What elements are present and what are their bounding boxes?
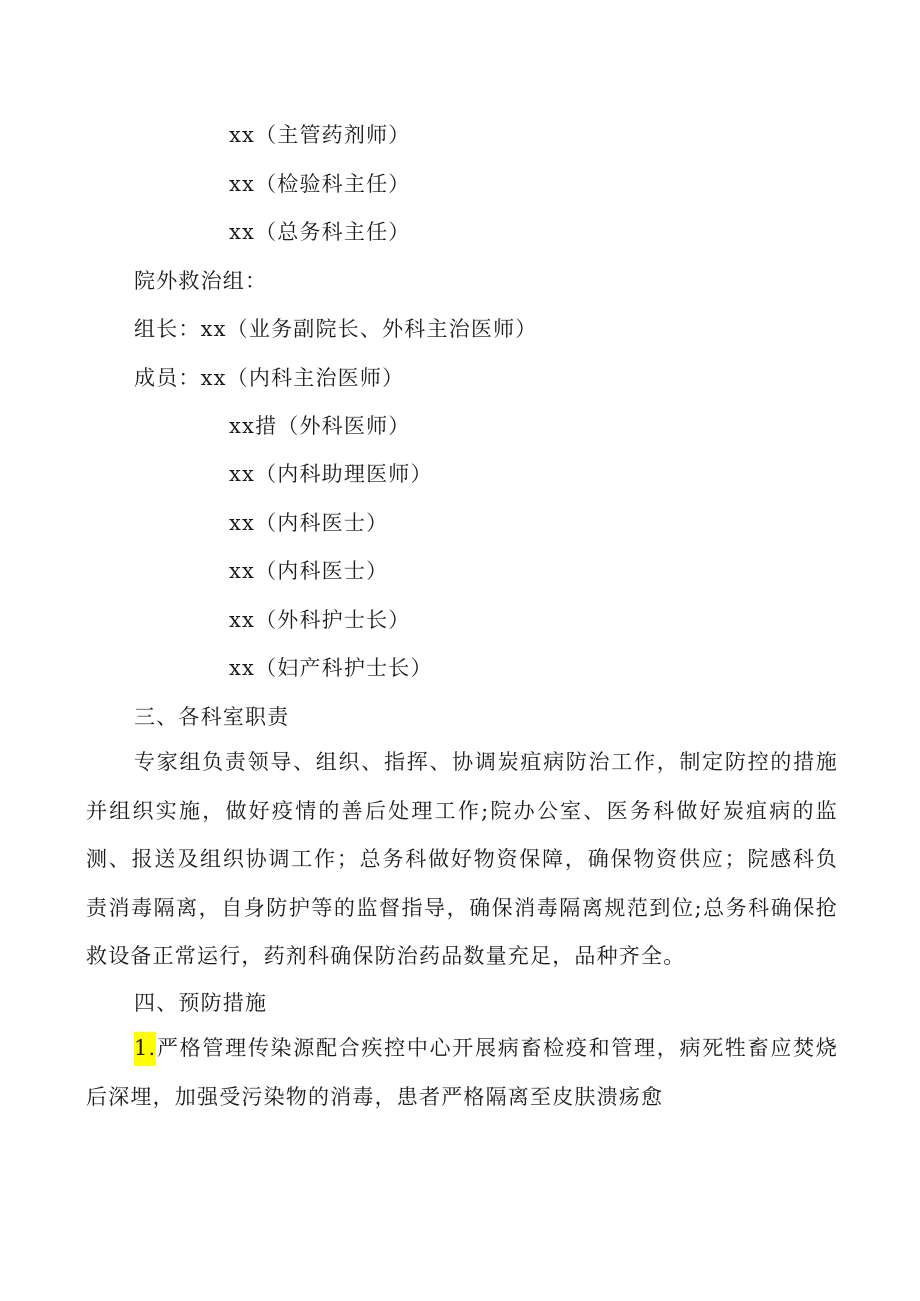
member-line-medic-2: xx（内科医士） [229,559,389,583]
member-line-lab-director: xx（检验科主任） [229,172,411,196]
member-line-surgical-head-nurse: xx（外科护士长） [229,608,411,632]
measure-paragraph [86,1024,838,1121]
member-line-assistant-physician: xx（内科助理医师） [229,462,433,486]
group-heading-outside: 院外救治组： [134,269,268,293]
member-line-pharmacist: xx（主管药剂师） [229,123,411,147]
member-line-obstetric-head-nurse: xx（妇产科护士长） [229,656,433,680]
group-members-line: 成员：xx（内科主治医师） [134,366,405,390]
member-line-general-affairs: xx（总务科主任） [229,220,411,244]
member-line-surgeon: xx措（外科医师） [229,414,411,438]
highlighted-item-number: 1. [134,1032,156,1066]
group-leader-line: 组长：xx（业务副院长、外科主治医师） [134,317,538,341]
duties-paragraph: 专家组负责领导、组织、指挥、协调炭疽病防治工作，制定防控的措施并组织实施，做好疫情的善后处理工作;院办公室、医务科做好炭疽病的监测、报送及组织协调工作；总务科做好物资保障，确保物资供应；院感科负责消毒隔离，自身防护等的监督指导，确保消毒隔离规范到位;总务科确保抢救设备正常运行，药剂科确保防治药品数量充足，品种齐全。 [86,750,838,969]
section-heading-prevention: 四、预防措施 [134,991,268,1015]
member-line-medic-1: xx（内科医士） [229,511,389,535]
section-heading-duties: 三、各科室职责 [134,705,290,729]
measure-text: 严格管理传染源配合疾控中心开展病畜检疫和管理，病死牲畜应焚烧后深埋，加强受污染物的消毒，患者严格隔离至皮肤溃疡愈 [86,1036,838,1109]
